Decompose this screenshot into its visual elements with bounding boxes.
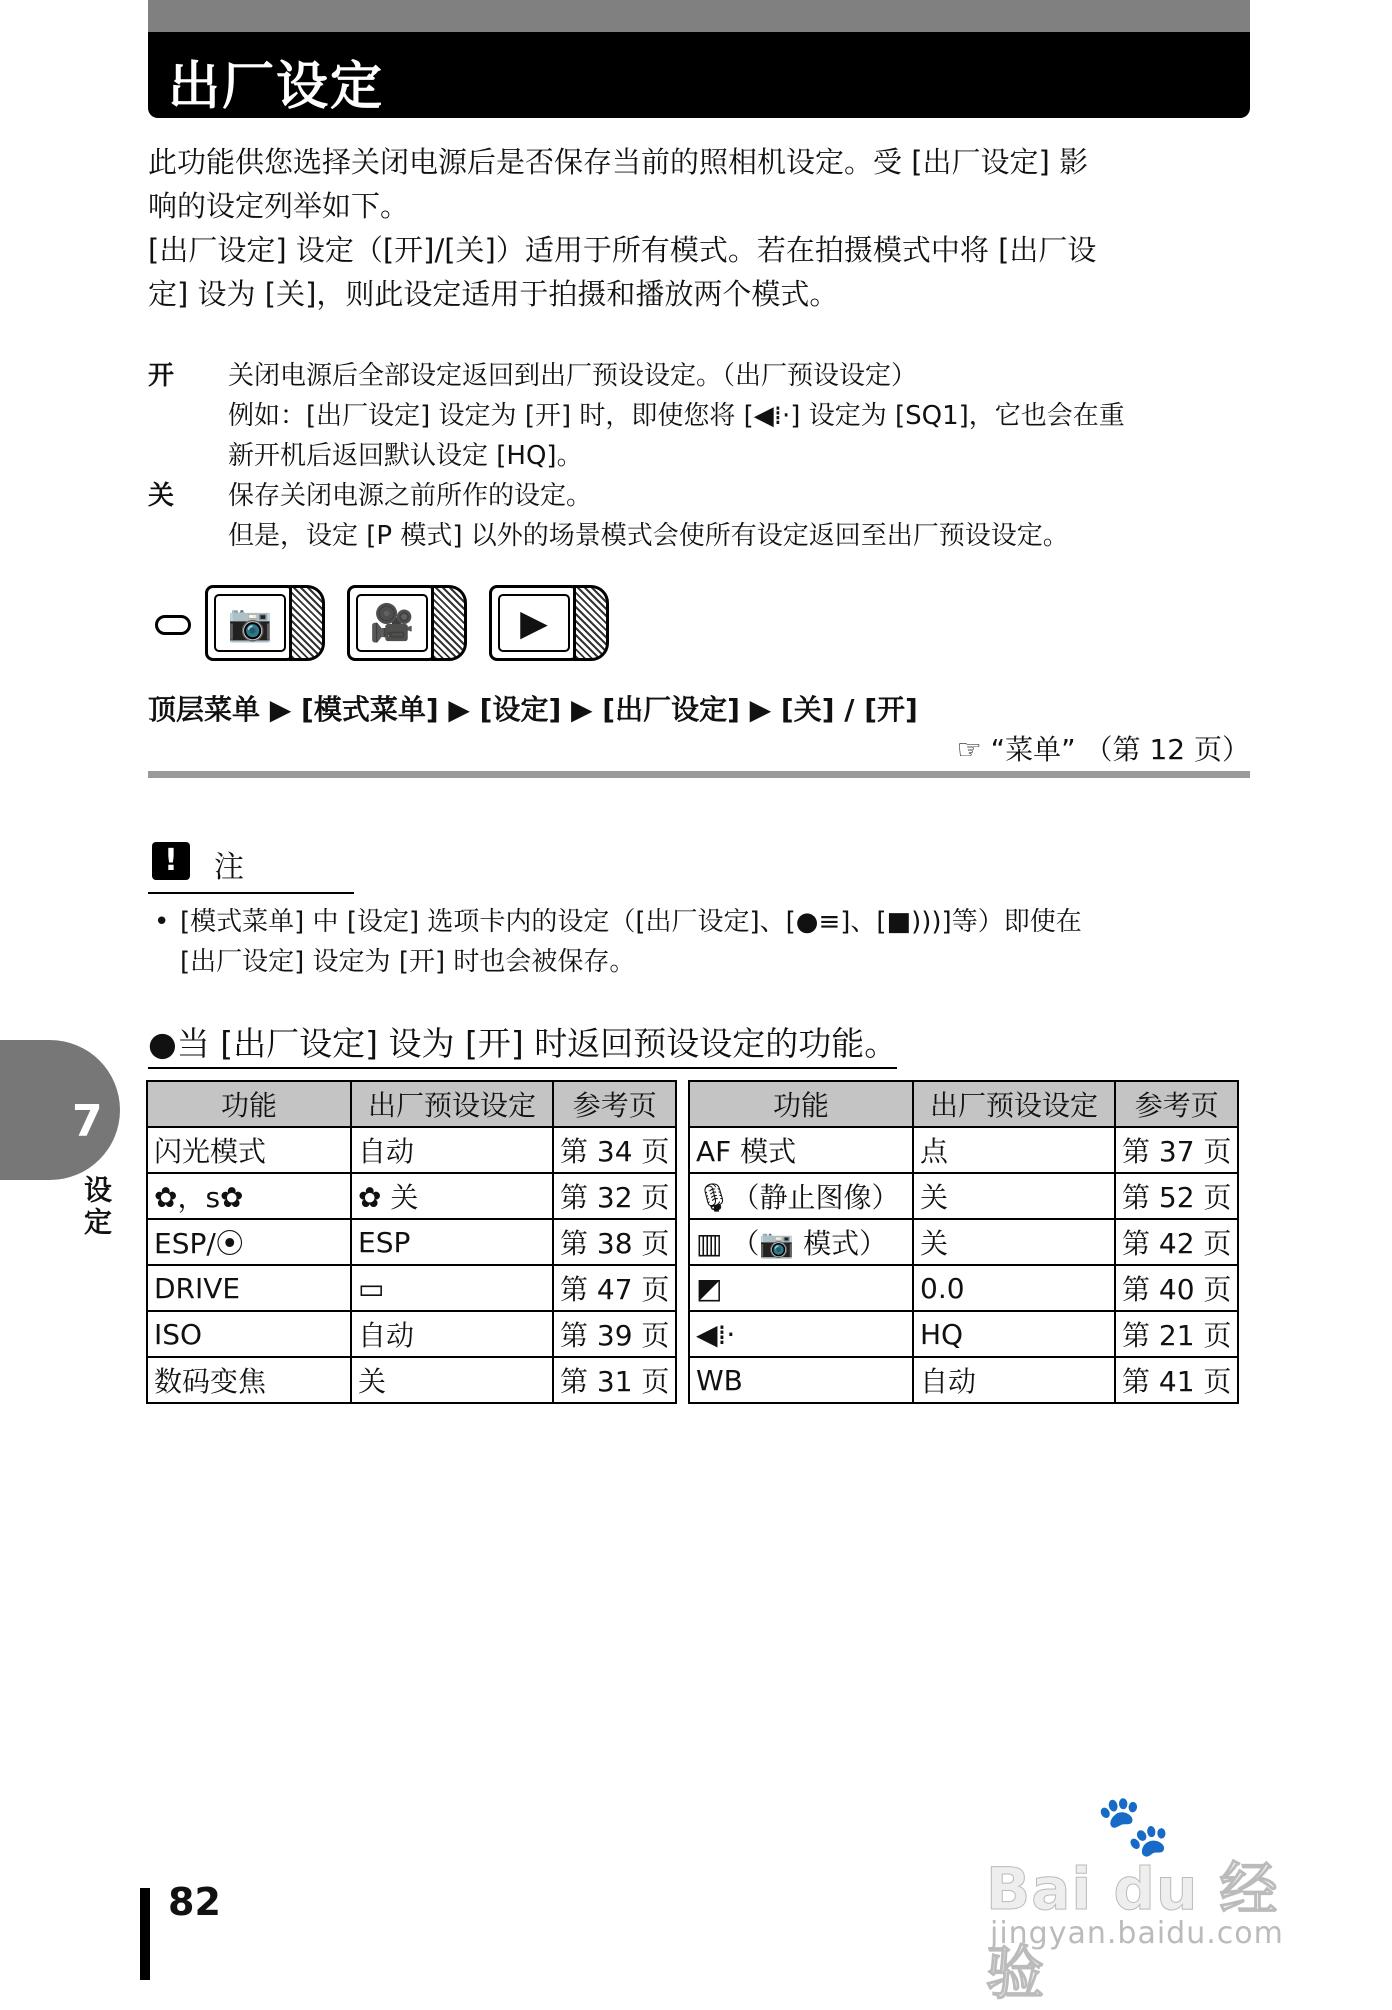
cell-default: HQ bbox=[913, 1311, 1115, 1357]
cell-page-ref: 第 32 页 bbox=[553, 1173, 676, 1219]
playback-mode-icon bbox=[489, 585, 609, 659]
table-header-row bbox=[689, 1081, 1238, 1127]
cell-function: 数码变焦 bbox=[147, 1357, 351, 1403]
header-page-ref: 参考页 bbox=[1115, 1081, 1238, 1127]
table-row bbox=[689, 1219, 1238, 1265]
cell-page-ref: 第 37 页 bbox=[1115, 1127, 1238, 1173]
cell-page-ref: 第 34 页 bbox=[553, 1127, 676, 1173]
cell-function: 🎙（静止图像） bbox=[689, 1173, 913, 1219]
cell-page-ref: 第 21 页 bbox=[1115, 1311, 1238, 1357]
menu-page-reference: ☞ “菜单” （第 12 页） bbox=[956, 733, 1250, 766]
cell-function: AF 模式 bbox=[689, 1127, 913, 1173]
intro-line: 定] 设为 [关]，则此设定适用于拍摄和播放两个模式。 bbox=[148, 277, 839, 311]
camera-icon: 📷 bbox=[214, 594, 286, 652]
cell-page-ref: 第 40 页 bbox=[1115, 1265, 1238, 1311]
cell-default: 自动 bbox=[351, 1311, 553, 1357]
cell-default: ✿ 关 bbox=[351, 1173, 553, 1219]
movie-mode-icon bbox=[347, 585, 467, 659]
definition-line: 但是，设定 [P 模式] 以外的场景模式会使所有设定返回至出厂预设设定。 bbox=[228, 521, 1069, 551]
cell-page-ref: 第 42 页 bbox=[1115, 1219, 1238, 1265]
chapter-label: 设定 bbox=[80, 1175, 113, 1239]
header-page-ref: 参考页 bbox=[553, 1081, 676, 1127]
power-off-icon bbox=[155, 615, 191, 635]
dial-knurl-icon bbox=[431, 585, 467, 661]
cell-default: 关 bbox=[913, 1173, 1115, 1219]
cell-page-ref: 第 38 页 bbox=[553, 1219, 676, 1265]
cell-default: ▭ bbox=[351, 1265, 553, 1311]
section-title: ●当 [出厂设定] 设为 [开] 时返回预设设定的功能。 bbox=[148, 1018, 897, 1069]
definition-term: 关 bbox=[148, 481, 175, 511]
baidu-watermark bbox=[986, 1790, 1316, 2007]
definition-line: 例如：[出厂设定] 设定为 [开] 时，即使您将 [◀⁞·] 设定为 [SQ1]，它也会在重 bbox=[228, 401, 1125, 431]
option-definitions bbox=[148, 356, 1250, 556]
defaults-table-right bbox=[688, 1080, 1239, 1404]
note-line: [出厂设定] 设定为 [开] 时也会被保存。 bbox=[180, 947, 636, 977]
header-default: 出厂预设设定 bbox=[351, 1081, 553, 1127]
table-row bbox=[689, 1311, 1238, 1357]
definition-line: 关闭电源后全部设定返回到出厂预设设定。（出厂预设设定） bbox=[228, 361, 918, 391]
exclamation-icon: ! bbox=[152, 842, 190, 880]
play-icon: ▶ bbox=[498, 594, 570, 652]
section-divider bbox=[148, 771, 1250, 778]
note-label: 注 bbox=[214, 850, 244, 885]
definition-off bbox=[148, 476, 1250, 556]
table-row bbox=[147, 1357, 676, 1403]
page-number: 82 bbox=[168, 1880, 221, 1924]
cell-page-ref: 第 39 页 bbox=[553, 1311, 676, 1357]
note-heading bbox=[148, 842, 354, 894]
cell-default: ESP bbox=[351, 1219, 553, 1265]
cell-function: ✿，s✿ bbox=[147, 1173, 351, 1219]
header-function: 功能 bbox=[689, 1081, 913, 1127]
still-mode-icon bbox=[205, 585, 325, 659]
cell-function: WB bbox=[689, 1357, 913, 1403]
intro-line: [出厂设定] 设定（[开]/[关]）适用于所有模式。若在拍摄模式中将 [出厂设 bbox=[148, 233, 1097, 267]
cell-default: 关 bbox=[351, 1357, 553, 1403]
cell-function: DRIVE bbox=[147, 1265, 351, 1311]
paw-icon: 🐾 bbox=[1096, 1791, 1171, 1861]
watermark-url: jingyan.baidu.com bbox=[990, 1916, 1284, 1951]
cell-default: 0.0 bbox=[913, 1265, 1115, 1311]
cell-page-ref: 第 41 页 bbox=[1115, 1357, 1238, 1403]
definition-on bbox=[148, 356, 1250, 476]
table-row bbox=[147, 1265, 676, 1311]
cell-default: 关 bbox=[913, 1219, 1115, 1265]
cell-page-ref: 第 31 页 bbox=[553, 1357, 676, 1403]
page-title-bar bbox=[148, 32, 1250, 118]
definition-line: 新开机后返回默认设定 [HQ]。 bbox=[228, 441, 583, 471]
table-header-row bbox=[147, 1081, 676, 1127]
cell-page-ref: 第 52 页 bbox=[1115, 1173, 1238, 1219]
header-default: 出厂预设设定 bbox=[913, 1081, 1115, 1127]
cell-function: ▥ （📷 模式） bbox=[689, 1219, 913, 1265]
page-number-bar bbox=[140, 1888, 150, 1980]
table-row bbox=[147, 1127, 676, 1173]
bullet-icon: • bbox=[154, 907, 170, 937]
cell-function: ISO bbox=[147, 1311, 351, 1357]
movie-camera-icon: 🎥 bbox=[356, 594, 428, 652]
table-row bbox=[689, 1127, 1238, 1173]
cell-function: 闪光模式 bbox=[147, 1127, 351, 1173]
cell-function: ◀⁞· bbox=[689, 1311, 913, 1357]
intro-paragraph bbox=[148, 140, 1250, 316]
table-row bbox=[147, 1219, 676, 1265]
watermark-brand: Bai du 经验 bbox=[986, 1855, 1279, 2007]
cell-default: 点 bbox=[913, 1127, 1115, 1173]
defaults-table-left bbox=[146, 1080, 677, 1404]
table-row bbox=[147, 1311, 676, 1357]
table-row bbox=[689, 1265, 1238, 1311]
dial-knurl-icon bbox=[573, 585, 609, 661]
cell-page-ref: 第 47 页 bbox=[553, 1265, 676, 1311]
table-row bbox=[689, 1173, 1238, 1219]
note-text bbox=[154, 902, 1252, 982]
header-function: 功能 bbox=[147, 1081, 351, 1127]
table-row bbox=[689, 1357, 1238, 1403]
menu-path: 顶层菜单 ▶ [模式菜单] ▶ [设定] ▶ [出厂设定] ▶ [关] / [开] bbox=[148, 693, 918, 726]
cell-function: ◩ bbox=[689, 1265, 913, 1311]
note-line: [模式菜单] 中 [设定] 选项卡内的设定（[出厂设定]、[●≡]、[■)))]等）即使在 bbox=[180, 907, 1082, 937]
dial-knurl-icon bbox=[289, 585, 325, 661]
cell-function: ESP/⦿ bbox=[147, 1219, 351, 1265]
intro-line: 响的设定列举如下。 bbox=[148, 189, 410, 223]
cell-default: 自动 bbox=[913, 1357, 1115, 1403]
definition-line: 保存关闭电源之前所作的设定。 bbox=[228, 481, 593, 511]
chapter-number: 7 bbox=[72, 1096, 103, 1147]
table-row bbox=[147, 1173, 676, 1219]
intro-line: 此功能供您选择关闭电源后是否保存当前的照相机设定。受 [出厂设定] 影 bbox=[148, 145, 1089, 179]
page-title: 出厂设定 bbox=[168, 57, 385, 117]
definition-term: 开 bbox=[148, 361, 175, 391]
header-gray-bar bbox=[148, 0, 1250, 32]
cell-default: 自动 bbox=[351, 1127, 553, 1173]
